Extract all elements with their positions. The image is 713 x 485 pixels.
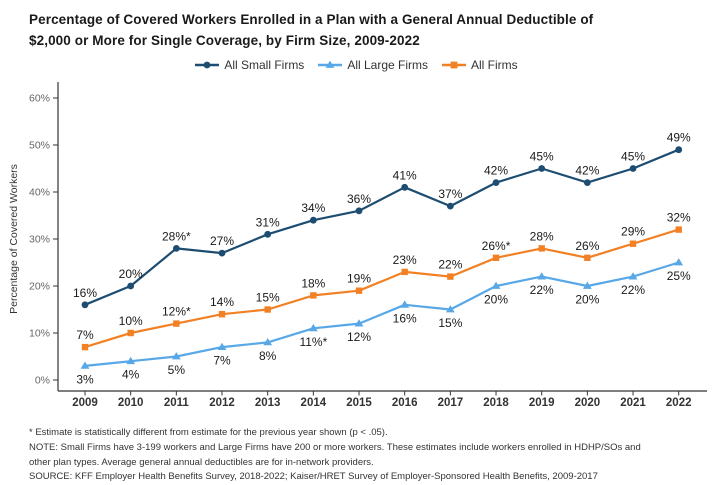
data-point-circle (204, 62, 211, 69)
data-point-circle (356, 207, 363, 214)
data-label-all-small-firms-2010: 20% (118, 267, 143, 281)
x-axis-tick-label: 2019 (528, 397, 555, 409)
data-label-all-large-firms-2018: 20% (484, 292, 509, 307)
x-axis-tick-label: 2020 (574, 397, 601, 409)
data-label-all-firms-2015: 19% (347, 271, 372, 286)
data-point-square (127, 330, 133, 336)
data-label-all-firms-2011: 12%* (161, 304, 191, 319)
data-point-triangle (537, 272, 546, 279)
data-label-all-large-firms-2022: 25% (666, 269, 691, 283)
data-point-square (584, 255, 590, 261)
data-label-all-large-firms-2019: 22% (529, 283, 554, 298)
footnotes (0, 418, 690, 485)
x-axis-tick-label: 2018 (483, 397, 509, 409)
y-axis-tick-label: 40% (28, 186, 50, 199)
data-label-all-firms-2009: 7% (76, 328, 94, 343)
data-label-all-large-firms-2011: 5% (167, 363, 186, 377)
data-label-all-small-firms-2021: 45% (621, 149, 646, 164)
y-axis-tick-label: 30% (28, 233, 50, 246)
y-axis-tick-label: 20% (28, 280, 50, 293)
chart-title (0, 0, 713, 51)
x-axis-tick-label: 2011 (163, 397, 189, 409)
data-point-circle (264, 231, 271, 238)
x-axis-tick-label: 2017 (437, 397, 464, 409)
chart-title-line-1: Percentage of Covered Workers Enrolled in a Plan with a General Annual Deductible of (29, 12, 594, 27)
data-point-square (219, 311, 225, 317)
data-label-all-firms-2016: 23% (392, 252, 417, 267)
data-label-all-firms-2014: 18% (301, 276, 326, 291)
legend (0, 58, 713, 72)
data-label-all-large-firms-2015: 12% (347, 330, 372, 345)
series-all-large-firms (76, 258, 691, 386)
legend-label: All Large Firms (347, 58, 428, 72)
square-marker-icon (442, 59, 466, 71)
data-point-circle (219, 250, 226, 257)
x-axis-tick-label: 2013 (254, 397, 281, 409)
data-label-all-large-firms-2021: 22% (621, 283, 646, 298)
data-label-all-large-firms-2010: 4% (121, 367, 140, 382)
data-point-square (310, 292, 316, 298)
data-label-all-small-firms-2018: 42% (484, 163, 509, 178)
data-label-all-firms-2010: 10% (118, 314, 143, 328)
x-axis-tick-label: 2012 (209, 397, 235, 409)
data-label-all-firms-2020: 26% (575, 238, 600, 253)
data-label-all-firms-2017: 22% (438, 257, 463, 272)
chart-title-line-2: $2,000 or More for Single Coverage, by Firm Size, 2009-2022 (29, 33, 420, 48)
data-label-all-firms-2012: 14% (209, 295, 235, 310)
y-axis-tick-label: 0% (34, 374, 50, 387)
triangle-marker-icon (318, 59, 342, 71)
data-label-all-small-firms-2015: 36% (347, 191, 372, 206)
data-label-all-small-firms-2017: 37% (438, 187, 463, 202)
x-axis-tick-label: 2010 (117, 397, 144, 409)
y-axis-tick-label: 50% (28, 139, 50, 152)
data-label-all-large-firms-2009: 3% (76, 372, 94, 387)
data-point-square (264, 306, 270, 312)
data-label-all-large-firms-2014: 11%* (299, 334, 328, 349)
data-point-circle (630, 165, 637, 172)
data-label-all-firms-2021: 29% (621, 224, 646, 239)
x-axis-tick-label: 2009 (72, 397, 98, 409)
data-label-all-small-firms-2009: 16% (72, 285, 98, 300)
data-label-all-firms-2019: 28% (529, 229, 554, 244)
legend-label: All Firms (471, 58, 518, 72)
data-point-square (539, 245, 545, 251)
data-point-triangle (674, 258, 683, 265)
legend-item-all-large-firms (318, 58, 428, 72)
legend-item-all-firms (442, 58, 518, 72)
data-point-square (356, 288, 362, 294)
data-point-circle (493, 179, 500, 186)
legend-item-all-small-firms (195, 58, 304, 72)
data-label-all-small-firms-2013: 31% (255, 215, 280, 230)
footnote-note: NOTE: Small Firms have 3-199 workers and Large Firms have 200 or more workers. These estimates include workers enrolled in HDHP/SOs and other plan types. Average general annual deductibles are for in-network providers. (29, 441, 641, 468)
circle-marker-icon (195, 59, 219, 71)
data-label-all-large-firms-2013: 8% (259, 348, 277, 363)
data-point-circle (675, 146, 682, 153)
x-axis-tick-label: 2014 (300, 397, 327, 409)
data-label-all-small-firms-2019: 45% (529, 149, 554, 164)
data-label-all-firms-2018: 26%* (481, 238, 511, 253)
footnote-significance: * Estimate is statistically different from estimate for the previous year shown (p < .05). (29, 427, 388, 438)
data-point-circle (82, 301, 89, 308)
data-point-square (630, 241, 636, 247)
data-label-all-firms-2013: 15% (255, 290, 280, 305)
data-point-circle (310, 217, 317, 224)
data-point-circle (127, 283, 134, 290)
data-point-circle (584, 179, 591, 186)
line-chart (0, 72, 713, 418)
data-point-square (676, 226, 682, 232)
data-label-all-large-firms-2012: 7% (213, 353, 231, 368)
x-axis-tick-label: 2016 (391, 397, 418, 409)
data-label-all-small-firms-2012: 27% (209, 234, 235, 249)
legend-label: All Small Firms (224, 58, 305, 72)
data-point-square (451, 62, 458, 69)
data-point-square (173, 320, 179, 326)
data-label-all-small-firms-2020: 42% (575, 163, 600, 178)
data-point-circle (173, 245, 180, 252)
data-label-all-large-firms-2017: 15% (438, 316, 463, 330)
data-point-square (401, 269, 407, 275)
data-point-square (82, 344, 88, 350)
data-point-circle (401, 184, 408, 191)
data-point-square (447, 273, 453, 279)
data-label-all-small-firms-2016: 41% (392, 168, 417, 183)
x-axis-tick-label: 2021 (620, 397, 646, 409)
data-label-all-small-firms-2022: 49% (666, 130, 691, 145)
data-point-circle (447, 203, 454, 210)
data-label-all-large-firms-2016: 16% (392, 311, 417, 326)
y-axis-title: Percentage of Covered Workers (8, 164, 20, 314)
footnote-source: SOURCE: KFF Employer Health Benefits Survey, 2018-2022; Kaiser/HRET Survey of Employer-Sponsored Health Benefits, 2009-2017 (29, 471, 598, 483)
data-label-all-small-firms-2014: 34% (301, 201, 326, 216)
x-axis-tick-label: 2015 (346, 397, 372, 409)
data-point-square (493, 255, 499, 261)
y-axis-tick-label: 10% (28, 327, 50, 340)
data-label-all-large-firms-2020: 20% (575, 292, 600, 307)
x-axis-tick-label: 2022 (665, 397, 692, 409)
data-label-all-firms-2022: 32% (666, 210, 691, 225)
y-axis-tick-label: 60% (28, 92, 50, 105)
data-label-all-small-firms-2011: 28%* (161, 229, 191, 244)
data-point-circle (538, 165, 545, 172)
